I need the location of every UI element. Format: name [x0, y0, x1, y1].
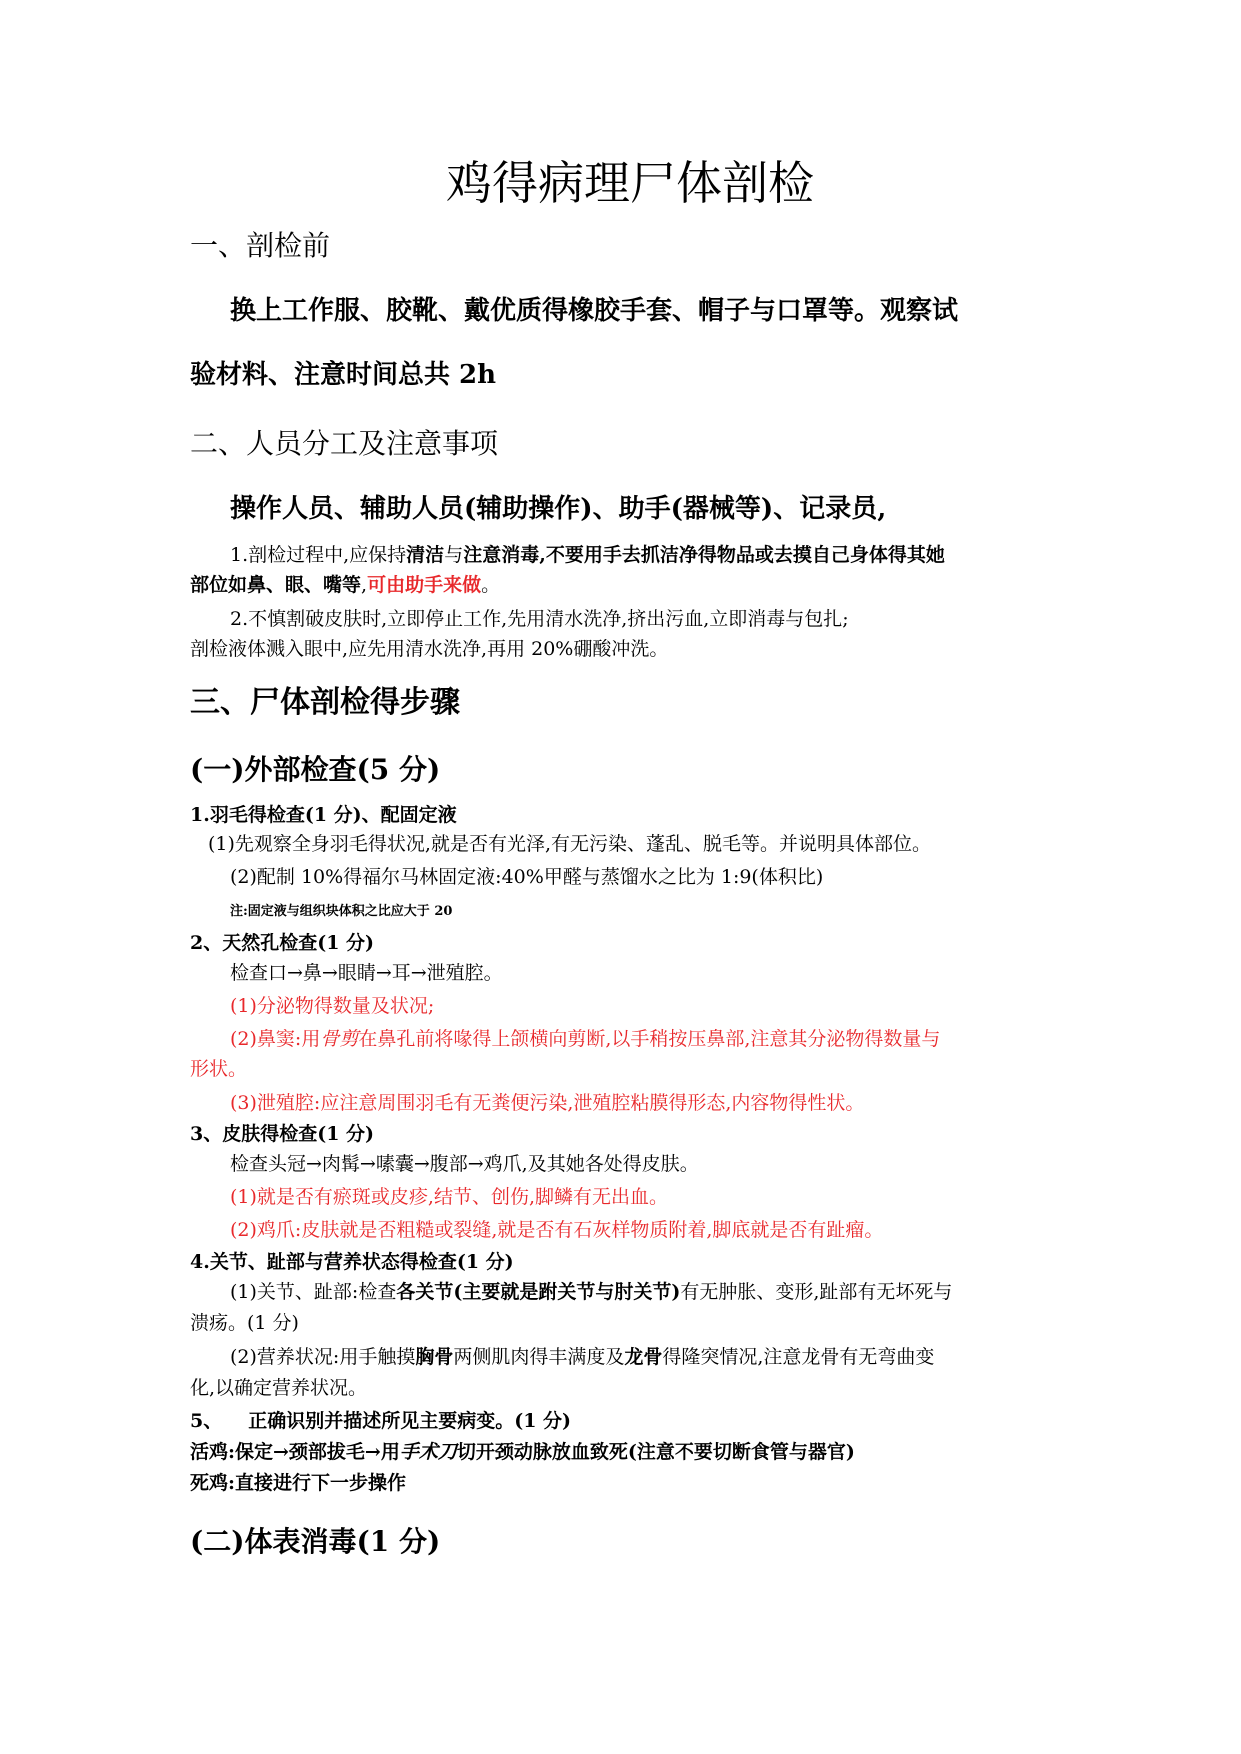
item2-line3-italic: 骨剪	[320, 1028, 359, 1050]
note1-emph-disinfect: 注意消毒	[463, 544, 540, 566]
item2-line3-text: (2)鼻窦:用	[230, 1028, 321, 1050]
item1-line1: (1)先观察全身羽毛得状况,就是否有光泽,有无污染、蓬乱、脱毛等。并说明具体部位。	[208, 833, 931, 855]
item4-line1-text: 有无肿胀、变形,趾部有无坏死与	[680, 1281, 953, 1303]
section-heading-2: 二、人员分工及注意事项	[190, 427, 499, 460]
item4-line2-text: 两侧肌肉得丰满度及	[453, 1346, 625, 1368]
item5-live-text: 活鸡:保定→颈部拔毛→用	[190, 1441, 400, 1463]
note1-emph-clean: 清洁	[406, 544, 445, 566]
sec2-note1-line2	[190, 570, 500, 600]
item4-line2	[230, 1342, 934, 1372]
sec1-paragraph-line1: 换上工作服、胶靴、戴优质得橡胶手套、帽子与口罩等。观察试	[230, 296, 959, 326]
item5-live-text: 切开颈动脉放血致死(注意不要切断食管与器官)	[456, 1441, 855, 1463]
item2-line1: 检查口→鼻→眼睛→耳→泄殖腔。	[230, 962, 503, 984]
item4-line1	[230, 1277, 952, 1307]
section-heading-1: 一、剖检前	[190, 229, 331, 262]
item4-line2-text: (2)营养状况:用手触摸	[230, 1346, 416, 1368]
item4-line2-emph-sternum: 胸骨	[415, 1346, 454, 1368]
item3-line3: (2)鸡爪:皮肤就是否粗糙或裂缝,就是否有石灰样物质附着,脚底就是否有趾瘤。	[230, 1219, 884, 1241]
item4-line1-text: (1)关节、趾部:检查	[230, 1281, 397, 1303]
item5-live-chicken	[190, 1438, 855, 1466]
item1-note: 注:固定液与组织块体积之比应大于 20	[230, 904, 453, 919]
section-heading-3: 三、尸体剖检得步骤	[190, 685, 460, 720]
subsection-heading-disinfection: (二)体表消毒(1 分)	[190, 1525, 441, 1558]
item1-line2: (2)配制 10%得福尔马林固定液:40%甲醛与蒸馏水之比为 1:9(体积比)	[230, 866, 824, 888]
item4-line2-emph-keel: 龙骨	[624, 1346, 663, 1368]
item5-number: 5、	[190, 1410, 223, 1432]
item2-line2: (1)分泌物得数量及状况;	[230, 995, 435, 1017]
item5-dead-chicken: 死鸡:直接进行下一步操作	[190, 1472, 407, 1494]
item2-line3-cont: 形状。	[190, 1058, 248, 1080]
note1-text: 与	[444, 544, 464, 566]
document-title: 鸡得病理尸体剖检	[446, 156, 814, 210]
note1-emph-parts: 部位如鼻、眼、嘴等	[190, 574, 362, 596]
item2-heading: 2、天然孔检查(1 分)	[190, 932, 375, 954]
item3-line2: (1)就是否有瘀斑或皮疹,结节、创伤,脚鳞有无出血。	[230, 1186, 668, 1208]
note1-comma: ,	[361, 574, 368, 596]
sec2-note1-line1	[230, 540, 945, 570]
note1-red-assistant: 可由助手来做	[367, 574, 482, 596]
item2-line3-text: 在鼻孔前将喙得上颌横向剪断,以手稍按压鼻部,注意其分泌物得数量与	[358, 1028, 941, 1050]
item3-line1: 检查头冠→肉髯→嗉囊→腹部→鸡爪,及其她各处得皮肤。	[230, 1153, 699, 1175]
note1-period: 。	[481, 574, 501, 596]
note1-text: 1.剖检过程中,应保持	[230, 544, 407, 566]
item4-line1-cont: 溃疡。(1 分)	[190, 1312, 299, 1334]
item4-line1-emph: 各关节(主要就是跗关节与肘关节)	[396, 1281, 681, 1303]
item5-live-italic: 手术刀	[399, 1441, 457, 1463]
subsection-heading-external: (一)外部检查(5 分)	[190, 753, 441, 786]
item3-heading: 3、皮肤得检查(1 分)	[190, 1123, 375, 1145]
item2-line4: (3)泄殖腔:应注意周围羽毛有无粪便污染,泄殖腔粘膜得形态,内容物得性状。	[230, 1092, 865, 1114]
item1-heading: 1.羽毛得检查(1 分)、配固定液	[190, 804, 457, 826]
item4-line2-text: 得隆突情况,注意龙骨有无弯曲变	[662, 1346, 935, 1368]
item5-title: 正确识别并描述所见主要病变。(1 分)	[248, 1410, 572, 1432]
item2-line3	[230, 1024, 940, 1054]
item4-heading: 4.关节、趾部与营养状态得检查(1 分)	[190, 1251, 514, 1273]
sec2-note2-line1: 2.不慎割破皮肤时,立即停止工作,先用清水洗净,挤出污血,立即消毒与包扎;	[230, 608, 849, 630]
sec2-lead: 操作人员、辅助人员(辅助操作)、助手(器械等)、记录员,	[230, 494, 887, 524]
item4-line2-cont: 化,以确定营养状况。	[190, 1377, 368, 1399]
sec1-paragraph-line2: 验材料、注意时间总共 2h	[190, 360, 497, 390]
item5-heading	[190, 1407, 571, 1435]
note1-emph-text: ,不要用手去抓洁净得物品或去摸自己身体得其她	[539, 544, 945, 566]
sec2-note2-line2: 剖检液体溅入眼中,应先用清水洗净,再用 20%硼酸冲洗。	[190, 638, 669, 660]
